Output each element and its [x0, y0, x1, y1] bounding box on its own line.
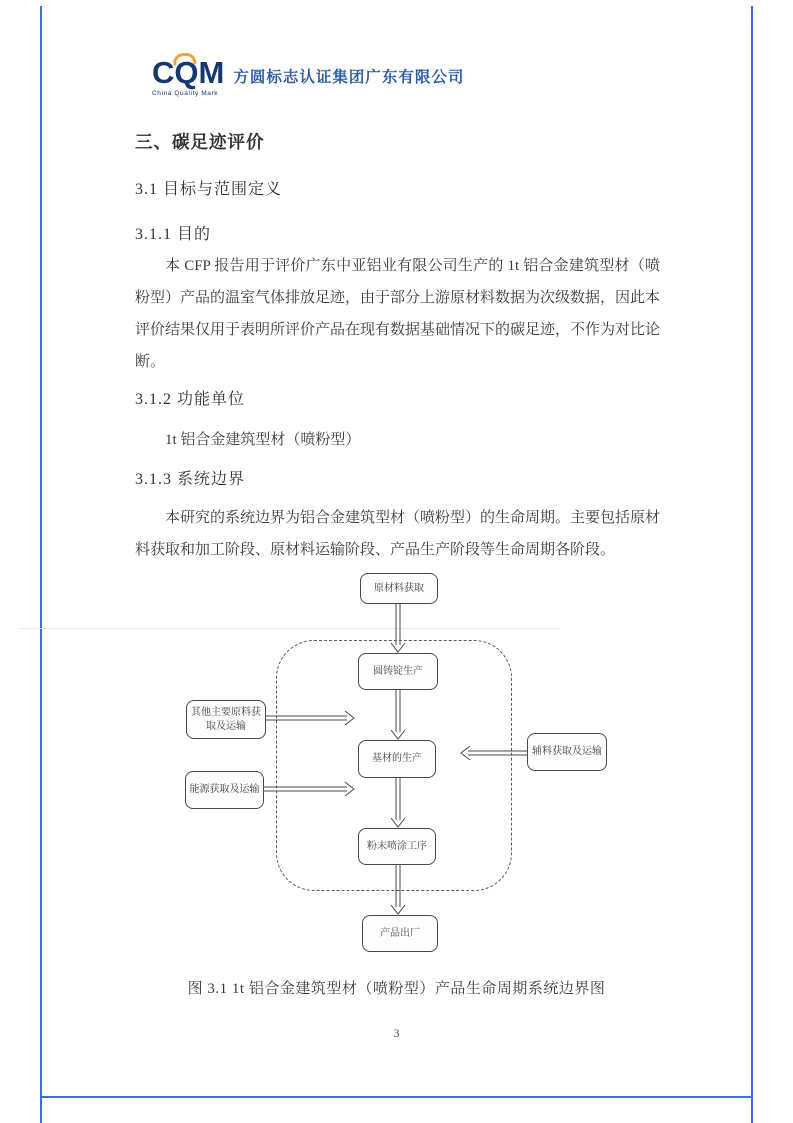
page-border-bottom	[40, 1096, 753, 1098]
node-raw-material: 原材料获取	[360, 573, 438, 604]
system-boundary-diagram	[0, 565, 793, 965]
arrow-energy-in	[264, 782, 354, 796]
arrow-powder-to-product	[391, 865, 405, 914]
heading-functional-unit: 3.1.2 功能单位	[135, 391, 246, 408]
node-powder-coating: 粉末喷涂工序	[358, 828, 436, 865]
logo-text: CQM	[152, 55, 225, 90]
arrow-raw-to-ingot	[391, 604, 405, 652]
node-base-material-production: 基材的生产	[358, 740, 436, 778]
functional-unit-text: 1t 铝合金建筑型材（喷粉型）	[165, 432, 361, 448]
purpose-paragraph: 本 CFP 报告用于评价广东中亚铝业有限公司生产的 1t 铝合金建筑型材（喷粉型）产品的温室气体排放足迹，由于部分上游原材料数据为次级数据，因此本评价结果仅用于表明所评价产品在现有数据基础情况下的碳足迹，不作为对比论断。	[135, 258, 661, 370]
heading-goal-and-scope: 3.1 目标与范围定义	[135, 181, 283, 198]
node-energy: 能源获取及运输	[185, 771, 264, 809]
heading-carbon-footprint-evaluation: 三、碳足迹评价	[135, 132, 265, 152]
node-product-out: 产品出厂	[362, 915, 438, 952]
company-name: 方圆标志认证集团广东有限公司	[233, 69, 465, 86]
node-auxiliary-materials: 辅料获取及运输	[527, 733, 607, 771]
arrow-auxiliary-in	[461, 746, 527, 760]
page-number: 3	[393, 1026, 400, 1040]
logo-subtext: China Quality Mark	[152, 90, 219, 97]
heading-purpose: 3.1.1 目的	[135, 226, 212, 243]
arrow-ingot-to-base	[391, 690, 405, 739]
figure-caption: 图 3.1 1t 铝合金建筑型材（喷粉型）产品生命周期系统边界图	[187, 981, 606, 997]
heading-system-boundary: 3.1.3 系统边界	[135, 471, 246, 488]
arrow-base-to-powder	[391, 778, 405, 827]
header	[152, 55, 465, 97]
node-ingot-production: 圆铸锭生产	[358, 653, 438, 690]
cqm-logo	[152, 55, 225, 97]
logo-arc-icon	[173, 52, 197, 66]
node-other-materials: 其他主要原料获取及运输	[186, 700, 266, 739]
system-boundary-paragraph: 本研究的系统边界为铝合金建筑型材（喷粉型）的生命周期。主要包括原材料获取和加工阶段、原材料运输阶段、产品生产阶段等生命周期各阶段。	[135, 510, 661, 558]
arrow-other-materials-in	[266, 711, 354, 725]
